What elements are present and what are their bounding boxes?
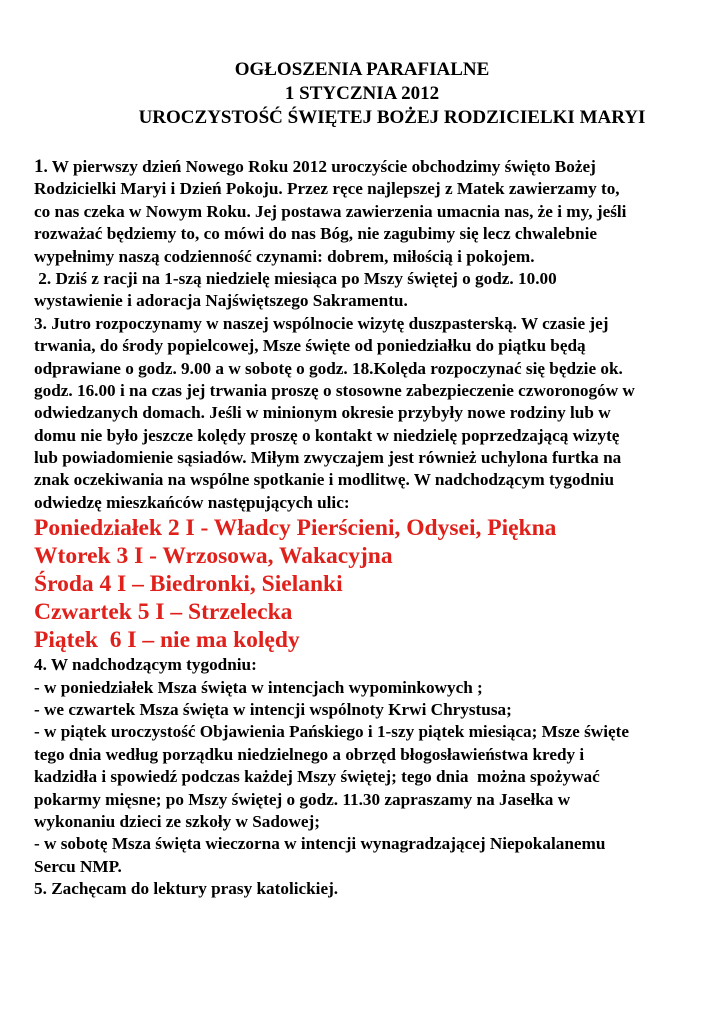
item-4-line-2: - we czwartek Msza święta w intencji wspólnoty Krwi Chrystusa; (34, 700, 512, 720)
item-5-line-0: 5. Zachęcam do lektury prasy katolickiej. (34, 879, 339, 899)
item-3-line-2: odprawiane o godz. 9.00 a w sobotę o godz. 18.Kolęda rozpoczynać się będzie ok. (34, 358, 623, 378)
item-4-line-1: - w poniedziałek Msza święta w intencjach wypominkowych ; (34, 677, 483, 697)
item-1-line-0 (34, 156, 714, 178)
schedule-tuesday: Wtorek 3 I - Wrzosowa, Wakacyjna (34, 543, 393, 570)
item-1-line-3: rozważać będziemy to, co mówi do nas Bóg, nie zagubimy się lecz chwalebnie (34, 224, 597, 244)
item-1-line-1: Rodzicielki Maryi i Dzień Pokoju. Przez ręce najlepszej z Matek zawierzamy to, (34, 179, 620, 199)
item-1-number: 1 (34, 156, 44, 177)
item-3-line-4: odwiedzanych domach. Jeśli w minionym okresie przybyły nowe rodziny lub w (34, 403, 611, 423)
item-1-line-4: wypełnimy naszą codzienność czynami: dobrem, miłością i pokojem. (34, 246, 535, 266)
item-4-line-0: 4. W nadchodzącym tygodniu: (34, 655, 257, 675)
item-1-line-2: co nas czeka w Nowym Roku. Jej postawa zawierzenia umacnia nas, że i my, jeśli (34, 201, 627, 221)
item-1-text-0: . W pierwszy dzień Nowego Roku 2012 uroczyście obchodzimy święto Bożej (43, 157, 596, 176)
item-3-line-5: domu nie było jeszcze kolędy proszę o kontakt w niedzielę poprzedzającą wizytę (34, 425, 620, 445)
item-2-line-0: 2. Dziś z racji na 1-szą niedzielę miesiąca po Mszy świętej o godz. 10.00 (34, 268, 557, 288)
item-3-line-6: lub powiadomienie sąsiadów. Miłym zwyczajem jest również uchylona furtka na (34, 448, 622, 468)
item-3-line-3: godz. 16.00 i na czas jej trwania proszę o stosowne zabezpieczenie czworonogów w (34, 380, 635, 400)
item-3-line-7: znak oczekiwania na wspólne spotkanie i modlitwę. W nadchodzącym tygodniu (34, 470, 615, 490)
item-4-line-7: wykonaniu dzieci ze szkoły w Sadowej; (34, 811, 320, 831)
item-3-line-1: trwania, do środy popielcowej, Msze święte od poniedziałku do piątku będą (34, 336, 586, 356)
schedule-monday: Poniedziałek 2 I - Władcy Pierścieni, Odysei, Piękna (34, 515, 557, 542)
header-title: OGŁOSZENIA PARAFIALNE (234, 59, 490, 80)
item-4-line-5: kadzidła i spowiedź podczas każdej Mszy świętej; tego dnia można spożywać (34, 767, 600, 787)
schedule-wednesday: Środa 4 I – Biedronki, Sielanki (34, 571, 343, 598)
item-4-line-9: Sercu NMP. (34, 856, 122, 876)
item-4-line-8: - w sobotę Msza święta wieczorna w intencji wynagradzającej Niepokalanemu (34, 834, 606, 854)
item-4-line-4: tego dnia według porządku niedzielnego a obrzęd błogosławieństwa kredy i (34, 744, 585, 764)
announcement-header (0, 58, 724, 130)
schedule-friday: Piątek 6 I – nie ma kolędy (34, 627, 300, 654)
item-3-line-8: odwiedzę mieszkańców następujących ulic: (34, 492, 350, 512)
schedule-thursday: Czwartek 5 I – Strzelecka (34, 599, 293, 626)
announcement-body (34, 156, 724, 901)
item-2-line-1: wystawienie i adoracja Najświętszego Sakramentu. (34, 291, 408, 311)
header-feast: UROCZYSTOŚĆ ŚWIĘTEJ BOŻEJ RODZICIELKI MARYI (138, 107, 646, 128)
item-4-line-3: - w piątek uroczystość Objawienia Pańskiego i 1-szy piątek miesiąca; Msze święte (34, 722, 629, 742)
item-4-line-6: pokarmy mięsne; po Mszy świętej o godz. 11.30 zapraszamy na Jasełka w (34, 789, 571, 809)
header-date: 1 STYCZNIA 2012 (284, 83, 440, 104)
item-3-line-0: 3. Jutro rozpoczynamy w naszej wspólnocie wizytę duszpasterską. W czasie jej (34, 313, 609, 333)
